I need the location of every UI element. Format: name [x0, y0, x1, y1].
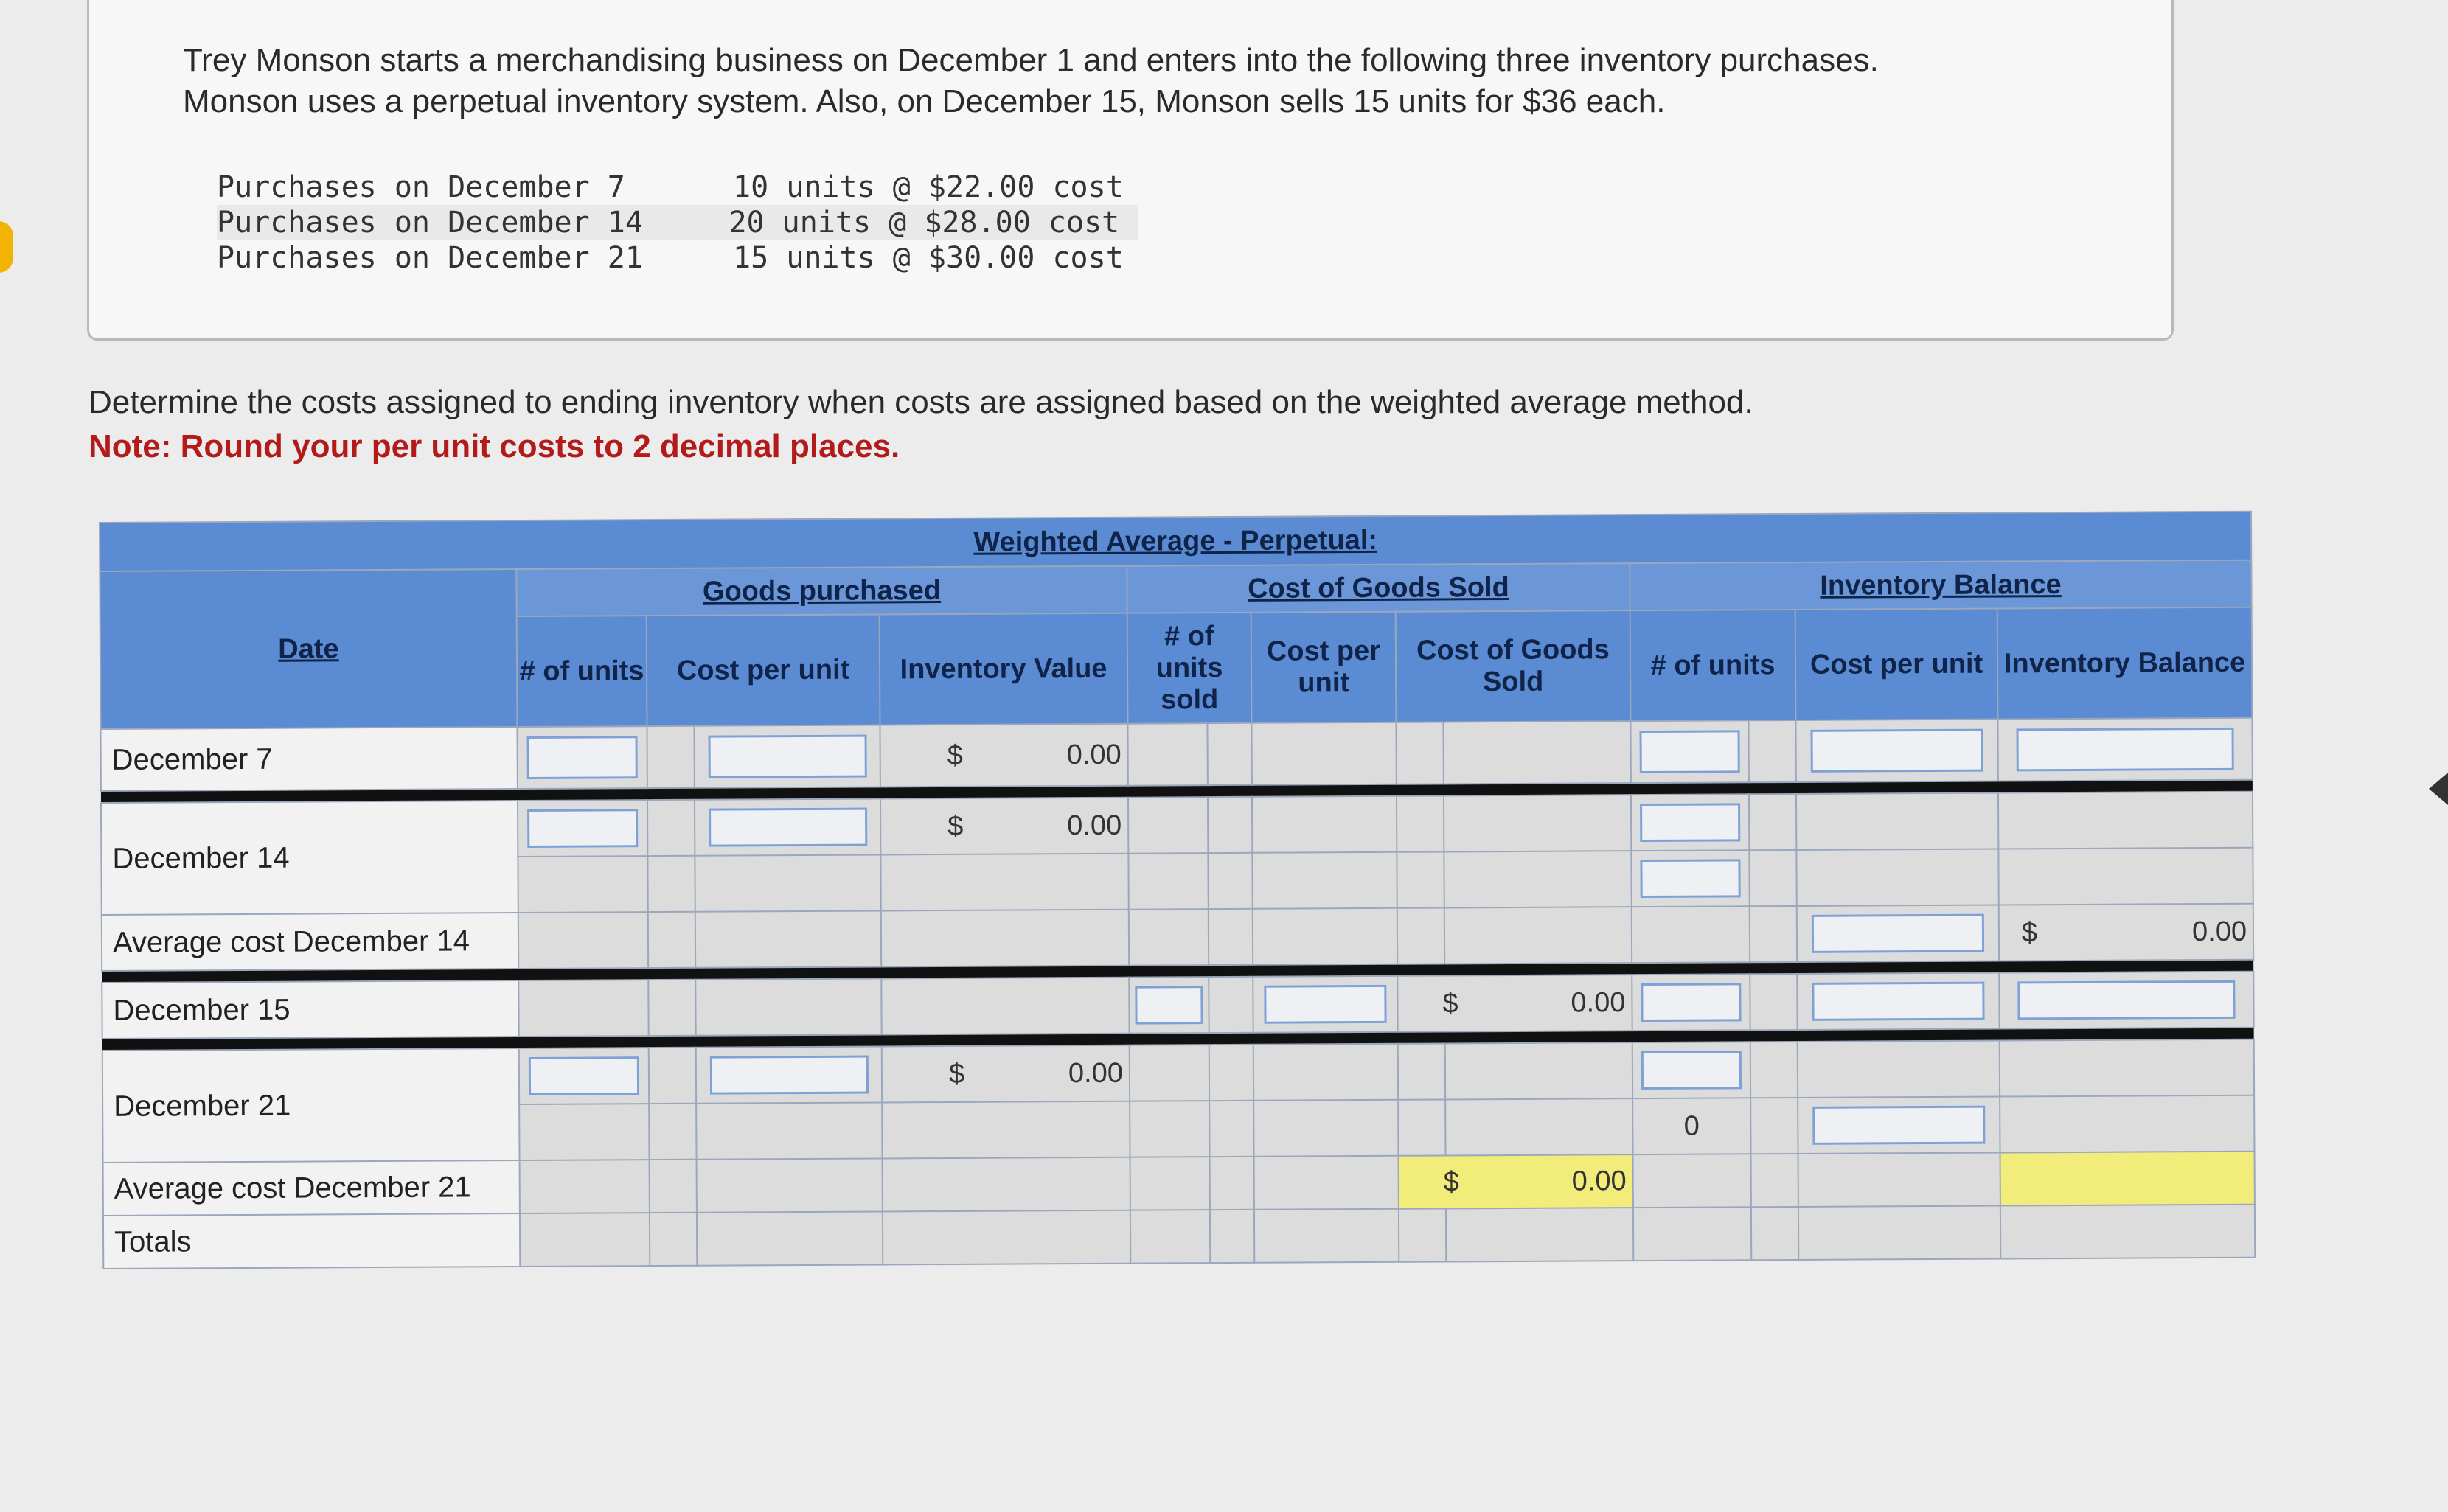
- empty-cell: [695, 854, 880, 911]
- gp-value-cell: [882, 1045, 1130, 1103]
- empty-cell: [1445, 1098, 1632, 1155]
- purchase-row: [217, 240, 1146, 276]
- empty-cell: [1129, 909, 1209, 966]
- empty-cell: [1253, 1100, 1398, 1157]
- empty-cell: [1798, 1206, 2000, 1260]
- status-indicator: [0, 221, 13, 273]
- group-inventory-balance: [1630, 560, 2251, 610]
- empty-cell: [1251, 722, 1396, 785]
- col-cogs-units: # of units sold: [1127, 613, 1252, 724]
- empty-cell: [1398, 1099, 1445, 1155]
- empty-cell: [1796, 849, 1998, 906]
- group-goods-purchased: [516, 566, 1127, 616]
- empty-cell: [648, 912, 695, 968]
- ib-units-cell: [1631, 850, 1749, 907]
- cogs-cost-input[interactable]: [1264, 985, 1387, 1024]
- gp-units-input[interactable]: [529, 1056, 639, 1095]
- empty-cell: [1254, 1156, 1399, 1210]
- group-inventory-balance-label: Inventory Balance: [1820, 568, 2062, 602]
- empty-cell: [1798, 1153, 2000, 1207]
- ib-units-input[interactable]: [1641, 1051, 1742, 1090]
- amount: 0.00: [1067, 809, 1122, 841]
- empty-cell: [649, 1104, 696, 1160]
- purchase-detail: 10 units @ $22.00 cost: [733, 170, 1124, 204]
- gp-value: [883, 1046, 1129, 1102]
- row-label: Average cost December 14: [102, 913, 518, 971]
- empty-cell: [1127, 723, 1207, 786]
- purchase-detail: 15 units @ $30.00 cost: [733, 241, 1124, 275]
- empty-cell: [647, 856, 695, 912]
- col-date-label: Date: [278, 633, 339, 665]
- empty-cell: [520, 1213, 650, 1267]
- table-row: [103, 1205, 2255, 1269]
- spacer-cell: [1209, 977, 1253, 1033]
- purchase-label: Purchases on December 21: [217, 241, 643, 275]
- empty-cell: [1209, 909, 1253, 965]
- empty-cell: [881, 910, 1129, 967]
- gp-cost-input[interactable]: [708, 735, 866, 778]
- empty-cell: [882, 1101, 1130, 1159]
- amount: 0.00: [1068, 1057, 1124, 1089]
- empty-cell: [2000, 1095, 2255, 1153]
- empty-cell: [1633, 1154, 1751, 1208]
- empty-cell: [1130, 1045, 1209, 1101]
- ib-balance-cell: [1999, 904, 2254, 961]
- gp-cost-cell: [694, 725, 880, 787]
- empty-cell: [695, 978, 881, 1035]
- empty-cell: [1397, 795, 1444, 851]
- amount: 0.00: [2191, 916, 2247, 947]
- ib-cost-input[interactable]: [1812, 914, 1984, 953]
- instruction: [88, 380, 2079, 469]
- empty-cell: [1209, 1045, 1253, 1101]
- empty-cell: [1128, 797, 1208, 854]
- empty-cell: [1253, 1044, 1398, 1101]
- gp-units-cell: [519, 1048, 649, 1104]
- spacer-cell: [1751, 1154, 1798, 1207]
- col-cogs-total: Cost of Goods Sold: [1396, 610, 1631, 722]
- spacer-cell: [649, 1048, 696, 1104]
- gp-units-input[interactable]: [527, 809, 638, 848]
- empty-cell: [883, 1157, 1130, 1212]
- empty-cell: [1445, 1042, 1632, 1099]
- problem-line-1: Trey Monson starts a merchandising business on December 1 and enters into the following three inventory purchases.: [183, 42, 1879, 78]
- group-cogs-label: Cost of Goods Sold: [1248, 571, 1509, 605]
- row-label: Average cost December 21: [103, 1160, 520, 1216]
- empty-cell: [880, 854, 1128, 911]
- purchase-row: [217, 205, 1138, 240]
- empty-cell: [518, 980, 648, 1037]
- empty-cell: [1444, 851, 1631, 907]
- weighted-average-table: [99, 511, 2256, 1269]
- empty-cell: [650, 1213, 697, 1266]
- empty-cell: [1128, 853, 1208, 910]
- currency-symbol: $: [947, 810, 964, 842]
- currency-symbol: $: [948, 1058, 965, 1090]
- empty-cell: [518, 912, 648, 969]
- col-gp-value: Inventory Value: [880, 613, 1128, 725]
- gp-units-cell: [517, 726, 647, 789]
- units-zero: 0: [1683, 1110, 1700, 1142]
- empty-cell: [1796, 793, 1998, 850]
- purchase-detail: 20 units @ $28.00 cost: [729, 206, 1120, 240]
- ib-cost-cell: [1797, 905, 1999, 962]
- currency-symbol: $: [1443, 1166, 1459, 1197]
- problem-line-2: Monson uses a perpetual inventory system. Also, on December 15, Monson sells 15 units for $36 each.: [183, 83, 1666, 119]
- gp-value-cell: [880, 724, 1127, 787]
- ib-cost-cell: [1795, 720, 1997, 782]
- problem-text: [183, 40, 2100, 122]
- ib-units-cell: [1632, 974, 1750, 1031]
- empty-cell: [1397, 907, 1444, 964]
- cogs-units-cell: [1129, 977, 1209, 1034]
- ib-units-input[interactable]: [1640, 859, 1740, 898]
- purchase-label: Purchases on December 7: [217, 170, 625, 204]
- cogs-total-cell: [1399, 1154, 1633, 1209]
- empty-cell: [1130, 1210, 1210, 1264]
- empty-cell: [1443, 721, 1630, 784]
- spacer-cell: [1750, 906, 1797, 962]
- mouse-cursor-icon: [2429, 773, 2448, 805]
- ib-cost-input[interactable]: [1812, 982, 1984, 1021]
- empty-cell: [697, 1211, 883, 1265]
- table-row: [100, 718, 2253, 791]
- ib-balance-cell: [1997, 718, 2253, 781]
- empty-cell: [2000, 1039, 2255, 1097]
- empty-cell: [1397, 851, 1444, 907]
- empty-cell: [1252, 796, 1397, 853]
- gp-value: [880, 725, 1127, 787]
- empty-cell: [1998, 848, 2253, 905]
- empty-cell: [1396, 722, 1443, 784]
- col-cogs-cost: Cost per unit: [1251, 612, 1397, 723]
- empty-cell: [650, 1160, 697, 1213]
- row-label: December 21: [102, 1048, 520, 1163]
- gp-cost-input[interactable]: [709, 1056, 868, 1095]
- col-date: [100, 569, 517, 729]
- ib-units-input[interactable]: [1641, 983, 1741, 1022]
- gp-cost-input[interactable]: [709, 808, 867, 847]
- empty-cell: [1207, 723, 1251, 785]
- empty-cell: [1210, 1210, 1254, 1263]
- empty-cell: [1446, 1208, 1633, 1261]
- spacer-cell: [1749, 794, 1796, 850]
- empty-cell: [881, 978, 1129, 1035]
- spacer-cell: [1748, 720, 1795, 782]
- empty-cell: [519, 1104, 649, 1160]
- gp-cost-cell: [696, 1046, 882, 1103]
- ib-units-input[interactable]: [1640, 731, 1740, 773]
- col-ib-cost: Cost per unit: [1795, 609, 1998, 720]
- empty-cell: [695, 910, 881, 967]
- gp-units-input[interactable]: [527, 736, 638, 778]
- empty-cell: [1399, 1208, 1446, 1261]
- ib-balance-input[interactable]: [2017, 728, 2234, 771]
- empty-cell: [1208, 797, 1252, 853]
- spacer-cell: [1749, 850, 1796, 906]
- purchases-list: [217, 170, 1146, 276]
- cogs-grand-total: [1399, 1155, 1632, 1208]
- empty-cell: [648, 980, 695, 1036]
- empty-cell: [1254, 1209, 1399, 1263]
- ending-inventory-cell: [2000, 1152, 2255, 1206]
- empty-cell: [520, 1160, 650, 1213]
- ib-units-cell: [1631, 794, 1749, 851]
- ib-balance: [2000, 905, 2253, 961]
- currency-symbol: $: [947, 739, 963, 771]
- cogs-total-cell: [1397, 975, 1632, 1032]
- empty-cell: [2000, 1205, 2255, 1259]
- ib-cost-cell: [1797, 973, 1999, 1030]
- spacer-cell: [647, 800, 695, 856]
- col-gp-units: # of units: [517, 616, 647, 727]
- row-label: Totals: [103, 1213, 520, 1269]
- empty-cell: [1633, 1207, 1751, 1261]
- spacer-cell: [647, 726, 694, 788]
- ib-units-cell: [1632, 1042, 1750, 1098]
- group-goods-purchased-label: Goods purchased: [702, 574, 942, 607]
- spacer-cell: [1750, 974, 1797, 1030]
- empty-cell: [883, 1210, 1130, 1265]
- empty-cell: [1998, 792, 2253, 849]
- empty-cell: [1252, 852, 1397, 909]
- ib-units-value: [1632, 1098, 1750, 1154]
- empty-cell: [1208, 853, 1252, 909]
- spacer-cell: [1751, 1207, 1798, 1260]
- purchase-label: Purchases on December 14: [217, 206, 643, 240]
- purchase-row: [217, 170, 1146, 205]
- ib-cost-cell: [1798, 1097, 2000, 1154]
- ib-units-input[interactable]: [1640, 803, 1740, 842]
- empty-cell: [518, 856, 647, 913]
- empty-cell: [1444, 907, 1632, 964]
- rounding-note: Note: Round your per unit costs to 2 decimal places.: [88, 428, 900, 464]
- empty-cell: [1209, 1101, 1253, 1157]
- empty-cell: [1444, 795, 1631, 851]
- empty-cell: [697, 1158, 883, 1212]
- empty-cell: [1398, 1043, 1445, 1099]
- currency-symbol: $: [1442, 987, 1458, 1019]
- empty-cell: [696, 1102, 882, 1159]
- gp-value-cell: [880, 798, 1128, 855]
- cogs-total: [1398, 975, 1631, 1031]
- col-ib-units: # of units: [1630, 610, 1796, 721]
- ib-balance-cell: [1999, 972, 2254, 1029]
- gp-cost-cell: [695, 798, 880, 855]
- col-gp-cost: Cost per unit: [647, 614, 880, 726]
- empty-cell: [1130, 1101, 1209, 1157]
- ib-units-cell: [1630, 720, 1748, 783]
- empty-cell: [1210, 1157, 1254, 1210]
- ib-balance-input[interactable]: [2017, 980, 2235, 1020]
- row-label: December 15: [102, 980, 518, 1039]
- amount: 0.00: [1571, 1165, 1627, 1197]
- empty-cell: [1798, 1041, 2000, 1098]
- row-label: December 14: [101, 801, 518, 915]
- amount: 0.00: [1571, 986, 1626, 1019]
- empty-cell: [1130, 1157, 1210, 1210]
- spacer-cell: [1750, 1098, 1798, 1154]
- spacer-cell: [1750, 1042, 1798, 1098]
- empty-cell: [1253, 908, 1397, 965]
- empty-cell: [1632, 906, 1750, 963]
- cogs-units-input[interactable]: [1136, 986, 1203, 1024]
- currency-symbol: $: [2021, 916, 2038, 948]
- table-title: Weighted Average - Perpetual:: [100, 512, 2251, 571]
- instruction-text: Determine the costs assigned to ending inventory when costs are assigned based on the weighted average method.: [88, 384, 1753, 420]
- group-cogs: [1127, 563, 1630, 613]
- cogs-cost-cell: [1253, 976, 1397, 1033]
- row-label: December 7: [100, 727, 517, 791]
- ib-cost-input[interactable]: [1811, 729, 1983, 773]
- amount: 0.00: [1066, 739, 1122, 770]
- gp-value: [881, 798, 1127, 854]
- ib-cost-input[interactable]: [1812, 1106, 1985, 1145]
- col-ib-balance: Inventory Balance: [1997, 607, 2253, 720]
- gp-units-cell: [518, 800, 647, 857]
